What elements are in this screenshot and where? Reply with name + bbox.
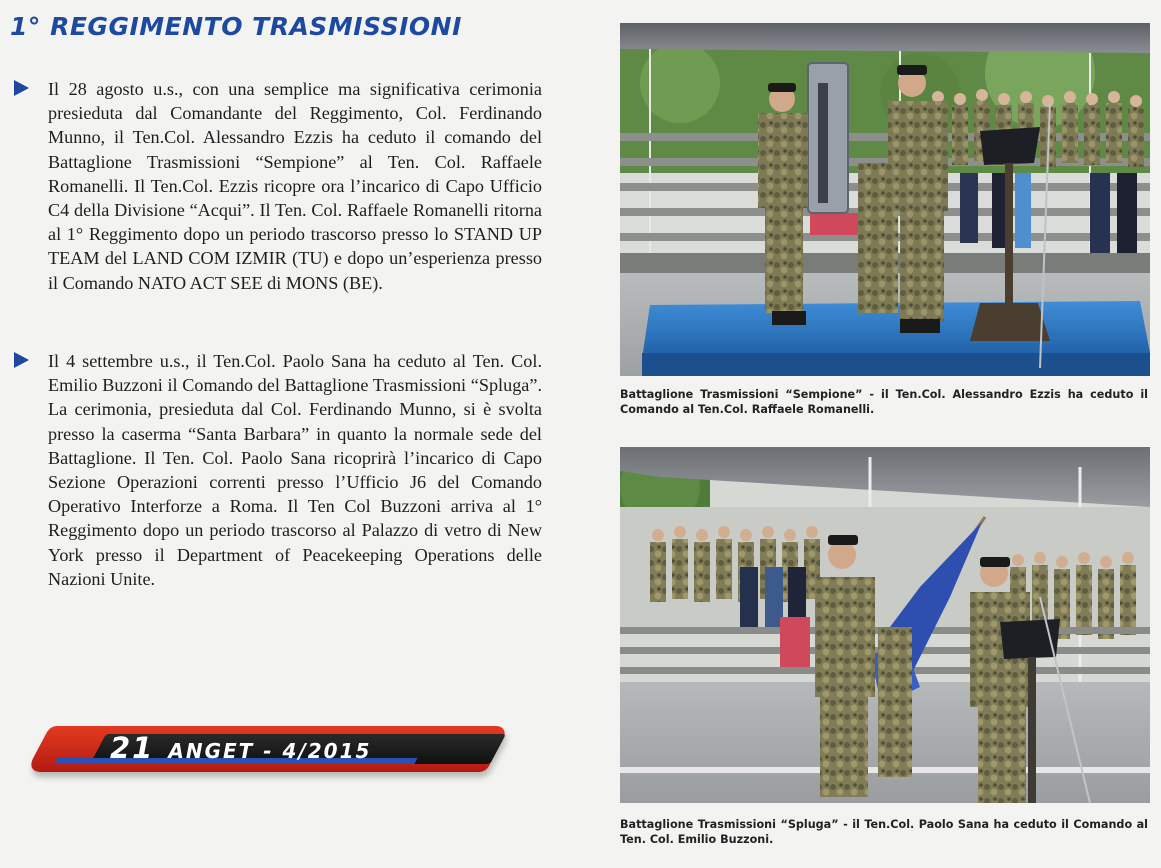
bullet-arrow-icon <box>14 352 29 368</box>
page-number: 21 <box>110 731 155 765</box>
footer-banner <box>38 718 508 782</box>
photo-caption: Battaglione Trasmissioni “Sempione” - il Ten.Col. Alessandro Ezzis ha ceduto il Comando al Ten.Col. Raffaele Romanelli. <box>620 388 1148 416</box>
article-paragraph: Il 28 agosto u.s., con una semplice ma significativa cerimonia presieduta dal Comandante del Reggimento, Col. Ferdinando Munno, il Ten.Col. Alessandro Ezzis ha ceduto il comando del Battaglione Trasmissioni “Sempione” al Ten. Col. Raffaele Romanelli. Il Ten.Col. Ezzis ricopre ora l’incarico di Capo Ufficio C4 della Divisione “Acqui”. Il Ten. Col. Raffaele Romanelli ritorna al 1° Reggimento dopo un periodo trascorso presso lo STAND UP TEAM del LAND COM IZMIR (TU) e dopo un’esperienza presso il Comando NATO ACT SEE di MONS (BE). <box>48 79 542 293</box>
banner-text <box>110 731 371 765</box>
article-paragraph: Il 4 settembre u.s., il Ten.Col. Paolo Sana ha ceduto al Ten. Col. Emilio Buzzoni il Comando del Battaglione Trasmissioni “Spluga”. La cerimonia, presieduta dal Col. Ferdinando Munno, si è svolta presso la caserma “Santa Barbara” in quanto la normale sede del Battaglione. Il Ten. Col. Paolo Sana ricoprirà l’incarico di Capo Sezione Operazioni correnti presso l’Ufficio J6 del Comando Operativo Interforze a Roma. Il Ten Col Buzzoni arriva al 1° Reggimento dopo un periodo trascorso al Palazzo di vetro di New York presso il Department of Peacekeeping Operations delle Nazioni Unite. <box>48 351 542 589</box>
photo-ceremony-spluga <box>620 447 1150 803</box>
issue-label: ANGET - 4/2015 <box>168 739 372 763</box>
article-column <box>0 0 560 868</box>
photo-caption: Battaglione Trasmissioni “Spluga” - il Ten.Col. Paolo Sana ha ceduto il Comando al Ten. Col. Emilio Buzzoni. <box>620 818 1148 846</box>
page-title: 1° REGGIMENTO TRASMISSIONI <box>10 12 462 41</box>
bullet-arrow-icon <box>14 80 29 96</box>
photo-ceremony-sempione <box>620 23 1150 376</box>
